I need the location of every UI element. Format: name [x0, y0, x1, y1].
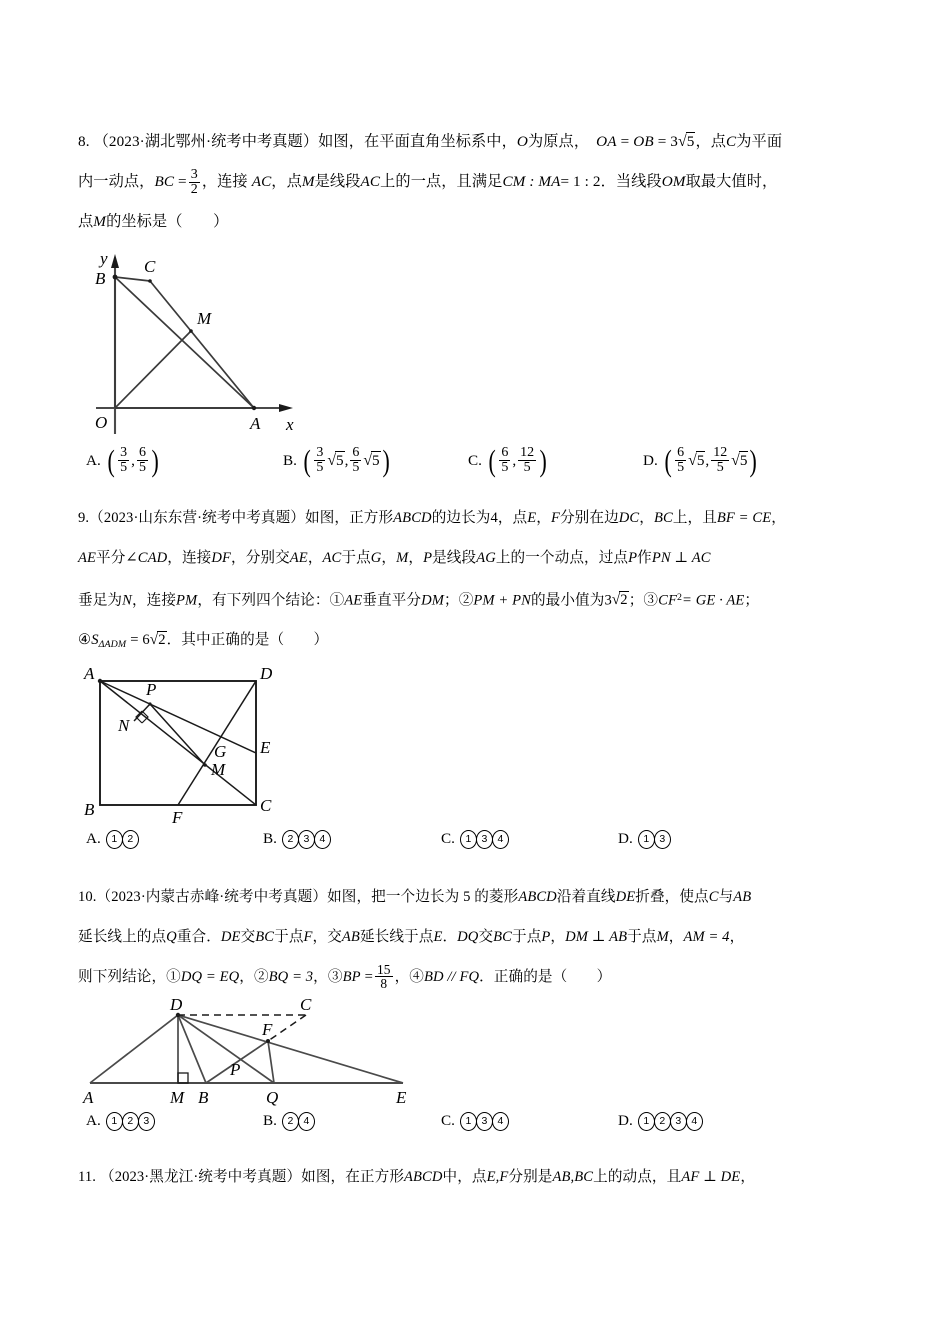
label-A: A [84, 665, 95, 684]
label-B: B [95, 269, 106, 288]
q9-t1: 如图，正方形 [305, 510, 394, 526]
q9-cf: CF [658, 592, 677, 609]
q8-option-a-label: A. [86, 451, 101, 469]
q8-t5: 内一动点， [78, 173, 155, 190]
q10-bdfq: BD // FQ [423, 969, 480, 986]
q10-t11: ． [442, 929, 458, 946]
q8-ratio: = 1 : 2 [560, 173, 601, 190]
q10-t14: ， [550, 929, 566, 946]
q8-option-a[interactable] [86, 442, 160, 478]
q8-t7: ，点 [271, 173, 302, 190]
q9-option-a[interactable] [86, 829, 138, 849]
q8-option-a-value: ( $\frac{3}{5}$ , $\frac{6}{5}$ ) [107, 442, 159, 478]
q8-option-c-label: C. [468, 451, 482, 469]
q10-option-d[interactable] [618, 1111, 702, 1131]
q11-abbc: AB,BC [552, 1169, 594, 1186]
q10-dm: DM ⊥ AB [565, 929, 628, 946]
q9-t23: 的最小值为 [530, 592, 605, 609]
label-N: N [118, 716, 130, 736]
q8-option-d-label: D. [643, 451, 658, 469]
q9-options [78, 829, 878, 875]
q8-t12: 点 [78, 213, 94, 230]
q8-line-2 [78, 162, 878, 202]
q8-bc: BC [154, 173, 175, 190]
q9-cf-exp: 2 [676, 592, 683, 603]
label-F: F [172, 808, 183, 826]
q10-bp-eq: = [364, 969, 373, 986]
label-Q: Q [266, 1088, 279, 1108]
q10-option-c-items: 1 3 4 [460, 1111, 508, 1131]
q9-e: E [527, 510, 537, 526]
q9-t25: ； [744, 592, 760, 609]
q9-three: 3 [604, 592, 612, 609]
q10-concl-2: ② [253, 969, 269, 986]
q9-line-1 [78, 498, 878, 538]
q10-t6: 重合． [176, 929, 221, 946]
q10-e: E [433, 929, 443, 946]
q10-t2: 沿着直线 [556, 889, 616, 906]
q9-t6: 上，且 [672, 510, 717, 526]
q8-source: （2023·湖北鄂州·统考中考真题） [93, 133, 319, 150]
label-M: M [170, 1088, 185, 1108]
q9-concl-1: ① [329, 592, 345, 609]
q10-concl-4: ④ [409, 969, 424, 986]
q8-oa: OA [596, 133, 617, 150]
q9-dm: DM [421, 592, 444, 609]
q9-line-3 [78, 578, 878, 620]
q9-t13: ， [381, 550, 397, 566]
q10-de: DE [615, 889, 636, 906]
q8-figure [78, 242, 878, 442]
q10-abcd: ABCD [518, 889, 557, 906]
q10-de2: DE [220, 929, 241, 946]
q8-cm: CM : MA [502, 173, 561, 190]
q9-eq: BF = CE [716, 510, 772, 526]
q9-t17: 作 [637, 550, 652, 566]
q9-t12: 于点 [341, 550, 371, 566]
q8-options [78, 442, 878, 492]
q9-option-d-label: D. [618, 830, 633, 848]
q10-ab: AB [733, 889, 752, 906]
q9-t5: ， [639, 510, 654, 526]
question-11 [78, 1157, 878, 1197]
q9-ae2: AE [289, 550, 308, 566]
question-8 [78, 122, 878, 492]
q10-dqeq: DQ = EQ [180, 969, 240, 986]
q10-t22: ．正确的是（ ） [479, 969, 612, 986]
q8-eq1: = [620, 133, 630, 150]
q10-fraction-15-8: $\frac{15}{8}$ [376, 961, 391, 992]
q8-option-d[interactable] [643, 442, 759, 478]
q8-m: M [301, 173, 315, 190]
q9-t2: 的边长为4，点 [431, 510, 528, 526]
q9-pmpn: PM + PN [473, 592, 531, 609]
q10-t15: 于点 [627, 929, 657, 946]
q10-number: 10. [78, 889, 97, 906]
q9-f: F [550, 510, 560, 526]
q10-t17: ， [729, 929, 745, 946]
label-A: A [83, 1088, 94, 1108]
q10-t19: ， [239, 969, 254, 986]
q8-t1: 如图，在平面直角坐标系中， [318, 133, 517, 150]
q9-area-s: S [91, 632, 99, 649]
q9-option-b-label: B. [263, 830, 277, 848]
q9-t24: ； [628, 592, 644, 609]
q9-t16: 上的一个动点，过点 [495, 550, 629, 566]
q8-option-d-value: ( $\frac{6}{5}$ √5 , $\frac{12}{5}$ √5 ) [664, 442, 758, 478]
q9-ae: AE [78, 550, 97, 566]
q10-option-b[interactable] [263, 1111, 314, 1131]
q11-t2: 中，点 [442, 1169, 487, 1186]
q11-line-1 [78, 1157, 878, 1197]
label-M: M [197, 309, 212, 328]
q9-option-d-items: 1 3 [638, 829, 670, 849]
q11-abcd: ABCD [404, 1169, 443, 1186]
q9-area-eq: = 6 [130, 632, 150, 649]
label-M: M [211, 760, 226, 780]
q8-option-b-label: B. [283, 451, 297, 469]
page-content [78, 122, 878, 1197]
q10-p: P [541, 929, 551, 946]
q9-ag: AG [476, 550, 496, 566]
q8-option-c-value: ( $\frac{6}{5}$ , $\frac{12}{5}$ ) [488, 442, 547, 478]
q9-line-4 [78, 620, 878, 665]
q10-t7: 交 [240, 929, 256, 946]
q10-m: M [656, 929, 669, 946]
q11-number: 11. [78, 1169, 97, 1186]
q10-q: Q [166, 929, 177, 946]
q9-pm: PM [176, 592, 198, 609]
label-D: D [260, 665, 273, 684]
q8-line-3 [78, 202, 878, 242]
q10-option-b-label: B. [263, 1112, 277, 1130]
q11-t5: ， [740, 1169, 756, 1186]
q9-t7: ， [771, 510, 786, 526]
q9-geae: = GE · AE [682, 592, 745, 609]
q8-t2: 为原点， [527, 133, 590, 150]
q9-t8: 平分 [96, 550, 126, 566]
q10-option-d-items: 1 2 3 4 [638, 1111, 702, 1131]
q8-t13: 的坐标是（ ） [106, 213, 229, 230]
q11-t4: 上的动点，且 [593, 1169, 682, 1186]
q11-t1: 如图，在正方形 [301, 1169, 405, 1186]
q10-option-b-items: 2 4 [282, 1111, 314, 1131]
q8-radical-5: √5 [677, 133, 695, 150]
q11-ef: E,F [486, 1169, 509, 1186]
q10-t8: 于点 [274, 929, 304, 946]
q10-t18: 则下列结论， [78, 969, 167, 986]
q9-t4: 分别在边 [559, 510, 619, 526]
q8-ac2: AC [360, 173, 381, 190]
q10-t20: ， [313, 969, 328, 986]
question-10 [78, 877, 878, 1157]
q11-t3: 分别是 [508, 1169, 553, 1186]
q9-concl-4: ④ [78, 632, 92, 649]
q9-t15: 是线段 [432, 550, 477, 566]
q9-radical-2: √2 [611, 591, 628, 609]
q8-t9: 上的一点，且满足 [380, 173, 503, 190]
label-y-axis: y [100, 249, 108, 268]
question-9 [78, 498, 878, 875]
label-C: C [144, 257, 156, 276]
q8-t8: 是线段 [314, 173, 361, 190]
q9-option-b-items: 2 3 4 [282, 829, 330, 849]
q10-t21: ， [394, 969, 410, 986]
q8-eq3: = [178, 173, 187, 190]
q9-t18: 垂足为 [78, 592, 123, 609]
q10-bp: BP [342, 969, 361, 986]
q8-ac: AC [251, 173, 272, 190]
q9-abcd: ABCD [393, 510, 432, 526]
q10-t4: 与 [718, 889, 734, 906]
q9-g: G [370, 550, 382, 566]
q10-dq: DQ [457, 929, 479, 946]
q9-option-c[interactable] [441, 829, 508, 849]
label-O: O [95, 413, 108, 432]
q10-t3: 折叠，使点 [635, 889, 709, 906]
q9-pn: PN ⊥ AC [651, 550, 711, 566]
q9-t26: ．其中正确的是（ ） [166, 632, 329, 649]
q8-origin: O [516, 133, 528, 150]
q10-option-c-label: C. [441, 1112, 455, 1130]
q9-bc: BC [653, 510, 673, 526]
label-x-axis: x [286, 415, 294, 434]
q10-concl-3: ③ [327, 969, 343, 986]
q9-concl-3: ③ [643, 592, 659, 609]
q9-t21: 垂直平分 [362, 592, 422, 609]
q10-figure [78, 997, 878, 1107]
q9-option-a-items: 1 2 [106, 829, 138, 849]
q9-t14: ， [408, 550, 424, 566]
q9-m: M [396, 550, 409, 566]
q11-source: （2023·黑龙江·统考中考真题） [100, 1169, 302, 1186]
square-abcd-svg [78, 665, 348, 825]
q8-t6: ，连接 [201, 173, 248, 190]
q10-t16: ， [668, 929, 684, 946]
q10-t13: 于点 [512, 929, 542, 946]
q10-option-d-label: D. [618, 1112, 633, 1130]
q9-area-sub: ΔADM [98, 639, 127, 651]
q9-number: 9. [78, 510, 90, 526]
q10-ab2: AB [341, 929, 360, 946]
q9-t19: ，连接 [131, 592, 177, 609]
q8-t11: 取最大值时， [685, 173, 778, 190]
q10-bc: BC [255, 929, 275, 946]
label-A: A [250, 414, 261, 433]
q9-p: P [423, 550, 433, 566]
q8-cpt: C [726, 133, 737, 150]
q9-t20: ，有下列四个结论： [197, 592, 330, 609]
q9-concl-2: ② [458, 592, 474, 609]
q10-t12: 交 [478, 929, 494, 946]
label-E: E [396, 1088, 407, 1108]
q9-option-c-items: 1 3 4 [460, 829, 508, 849]
label-B: B [198, 1088, 209, 1108]
q9-t9: ，连接 [167, 550, 212, 566]
q10-f: F [303, 929, 313, 946]
q8-om: OM [661, 173, 686, 190]
q8-t4: 为平面 [736, 133, 783, 150]
q9-ae3: AE [344, 592, 363, 609]
q9-line-2 [78, 538, 878, 578]
q9-t3: ， [536, 510, 551, 526]
q9-df: DF [211, 550, 231, 566]
label-P: P [146, 680, 157, 700]
q10-source: （2023·内蒙古赤峰·统考中考真题） [96, 889, 328, 906]
q9-angle: ∠CAD [125, 550, 168, 566]
q9-option-c-label: C. [441, 830, 455, 848]
q9-source: （2023·山东东营·统考中考真题） [89, 510, 305, 526]
q9-option-d[interactable] [618, 829, 670, 849]
label-C: C [260, 796, 272, 816]
q9-ac: AC [322, 550, 342, 566]
q8-eq2: = 3 [657, 133, 678, 150]
q10-t10: 延长线于点 [359, 929, 434, 946]
q10-t1: 如图，把一个边长为 5 的菱形 [327, 889, 519, 906]
q9-figure [78, 665, 878, 825]
q10-t9: ，交 [312, 929, 342, 946]
q10-bc2: BC [493, 929, 512, 946]
q10-concl-1: ① [166, 969, 181, 986]
rhombus-fold-svg [78, 997, 438, 1107]
q10-t5: 延长线上的点 [78, 929, 167, 946]
label-E: E [260, 738, 271, 758]
label-F: F [262, 1020, 273, 1040]
q8-line-1 [78, 122, 878, 162]
q10-am: AM = 4 [683, 929, 730, 946]
q10-option-a-items: 1 2 3 [106, 1111, 154, 1131]
label-C: C [300, 997, 312, 1015]
q8-option-b-value: ( $\frac{3}{5}$ √5 , $\frac{6}{5}$ √5 ) [303, 442, 390, 478]
q10-option-a[interactable] [86, 1111, 154, 1131]
q8-fraction-3-2: $\frac{3}{2}$ [190, 167, 198, 198]
q10-c: C [708, 889, 719, 906]
q10-bq: BQ = 3 [268, 969, 314, 986]
q8-m2: M [93, 213, 107, 230]
q11-afde: AF ⊥ DE [681, 1169, 741, 1186]
q10-line-2 [78, 917, 878, 957]
label-B: B [84, 800, 95, 820]
q8-option-b[interactable] [283, 442, 391, 478]
q9-t11: ， [307, 550, 323, 566]
q8-option-c[interactable] [468, 442, 548, 478]
q10-line-1 [78, 877, 878, 917]
label-D: D [170, 997, 183, 1015]
q10-options [78, 1111, 878, 1157]
label-P: P [230, 1060, 241, 1080]
q8-number: 8. [78, 133, 90, 150]
q9-n: N [122, 592, 132, 609]
q9-option-a-label: A. [86, 830, 101, 848]
q9-dc: DC [618, 510, 640, 526]
q9-t10: ，分别交 [231, 550, 290, 566]
q8-t3: ，点 [695, 133, 727, 150]
q8-t10: ．当线段 [600, 173, 662, 190]
q10-option-c[interactable] [441, 1111, 508, 1131]
q9-radical-2b: √2 [149, 631, 166, 649]
q9-p2: P [628, 550, 638, 566]
label-G: G [214, 742, 227, 762]
q9-t22: ； [443, 592, 459, 609]
q9-option-b[interactable] [263, 829, 330, 849]
q10-option-a-label: A. [86, 1112, 101, 1130]
q8-ob: OB [633, 133, 654, 150]
coordinate-plane-triangle-svg [78, 242, 338, 442]
q10-line-3 [78, 957, 878, 997]
